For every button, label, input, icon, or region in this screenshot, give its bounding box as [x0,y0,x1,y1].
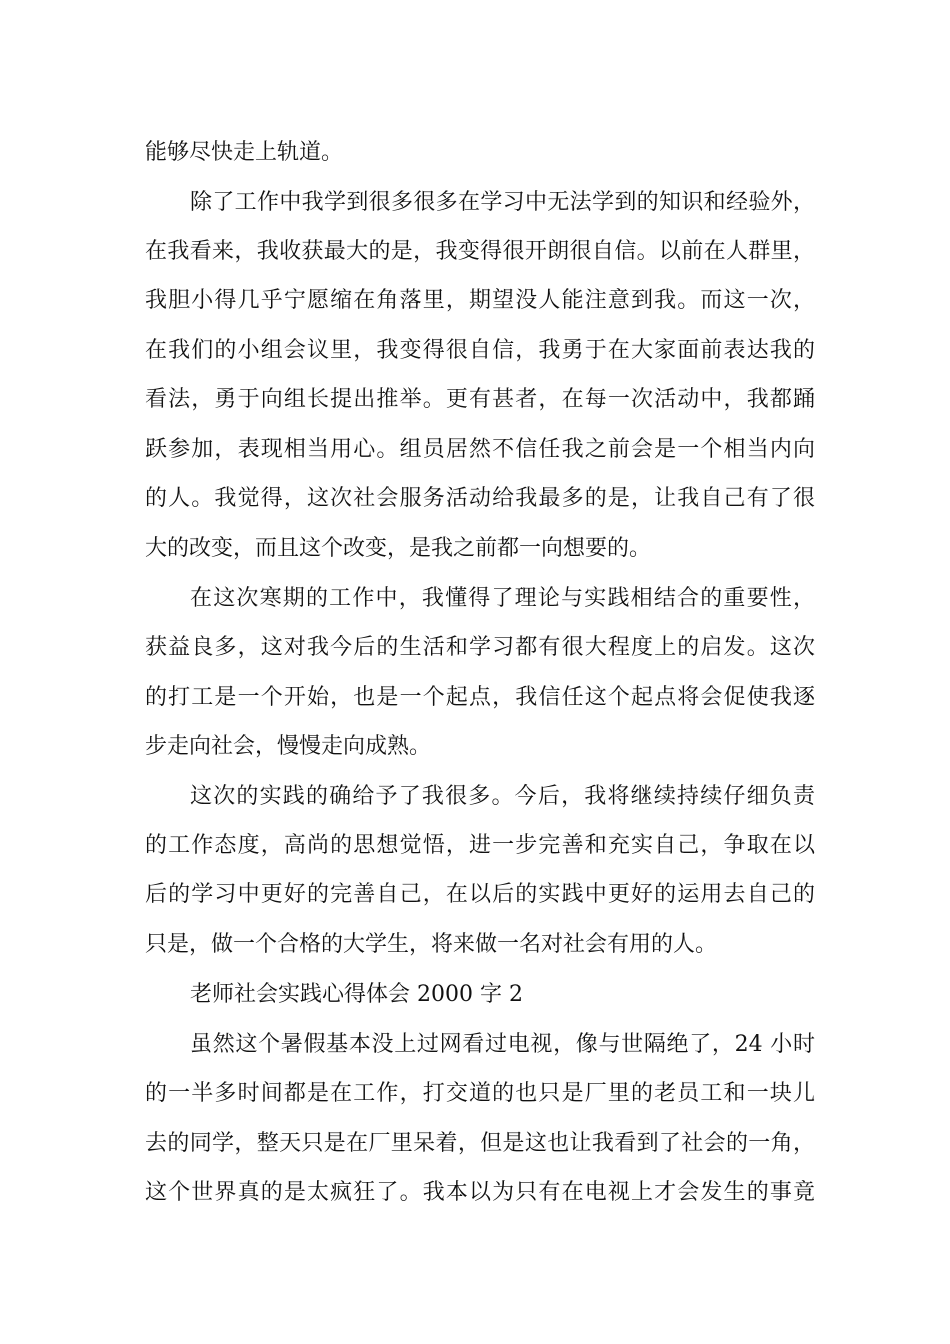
paragraph-line: 虽然这个暑假基本没上过网看过电视，像与世隔绝了，24 小时 [190,1032,815,1057]
paragraph-line: 在我们的小组会议里，我变得很自信，我勇于在大家面前表达我的 [145,338,815,363]
paragraph-line: 后的学习中更好的完善自己，在以后的实践中更好的运用去自己的 [145,882,815,907]
paragraph-line: 我胆小得几乎宁愿缩在角落里，期望没人能注意到我。而这一次， [145,288,815,313]
paragraph-line: 步走向社会，慢慢走向成熟。 [145,734,432,759]
paragraph-line: 跃参加，表现相当用心。组员居然不信任我之前会是一个相当内向 [145,437,815,462]
paragraph-line: 的一半多时间都是在工作，打交道的也只是厂里的老员工和一块儿 [145,1081,815,1106]
paragraph-line: 能够尽快走上轨道。 [145,140,344,165]
paragraph-line: 的人。我觉得，这次社会服务活动给我最多的是，让我自己有了很 [145,486,815,511]
paragraph-line: 除了工作中我学到很多很多在学习中无法学到的知识和经验外， [190,190,815,215]
section-heading: 老师社会实践心得体会 2000 字 2 [190,982,523,1007]
paragraph-line: 获益良多，这对我今后的生活和学习都有很大程度上的启发。这次 [145,635,815,660]
paragraph-line: 在我看来，我收获最大的是，我变得很开朗很自信。以前在人群里， [145,239,815,264]
paragraph-line: 看法，勇于向组长提出推举。更有甚者，在每一次活动中，我都踊 [145,387,815,412]
paragraph-line: 在这次寒期的工作中，我懂得了理论与实践相结合的重要性， [190,586,815,611]
paragraph-line: 去的同学，整天只是在厂里呆着，但是这也让我看到了社会的一角， [145,1131,815,1156]
paragraph-line: 的工作态度，高尚的思想觉悟，进一步完善和充实自己，争取在以 [145,833,815,858]
paragraph-line: 这次的实践的确给予了我很多。今后，我将继续持续仔细负责 [190,784,815,809]
paragraph-line: 大的改变，而且这个改变，是我之前都一向想要的。 [145,536,652,561]
paragraph-line: 的打工是一个开始，也是一个起点，我信任这个起点将会促使我逐 [145,685,815,710]
paragraph-line: 只是，做一个合格的大学生，将来做一名对社会有用的人。 [145,932,718,957]
paragraph-line: 这个世界真的是太疯狂了。我本以为只有在电视上才会发生的事竟 [145,1180,815,1205]
